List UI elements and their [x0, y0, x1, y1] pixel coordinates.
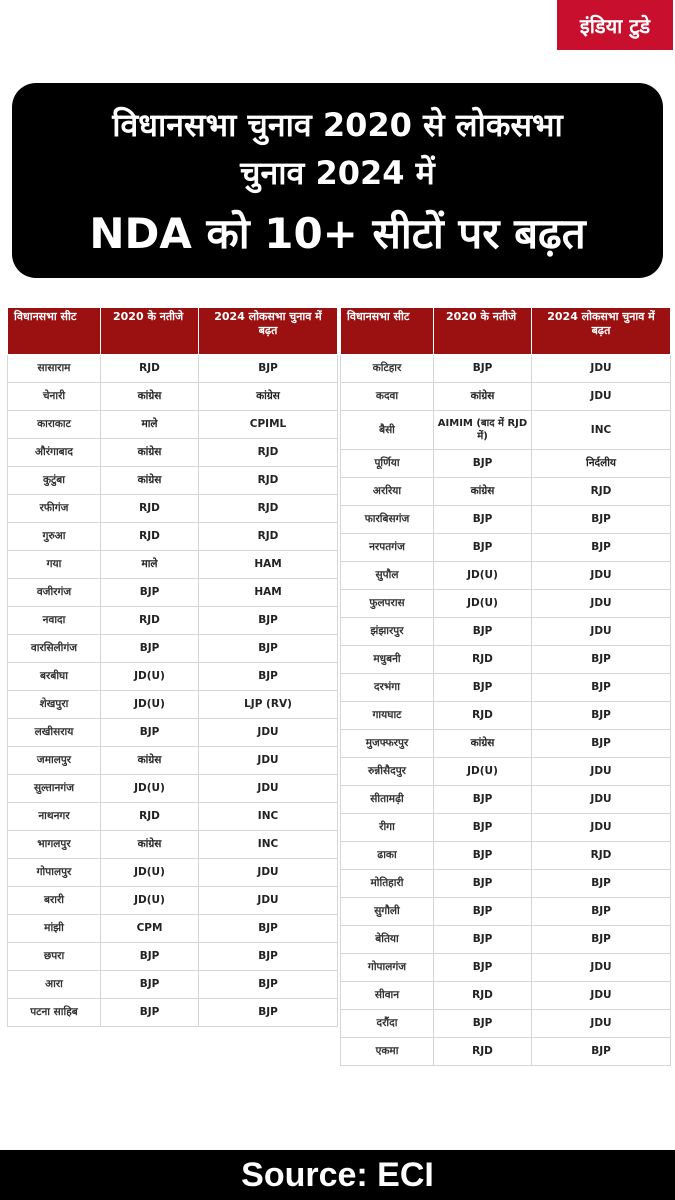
- seat-name-cell: शेखपुरा: [8, 691, 101, 719]
- result-2020-cell: BJP: [434, 1010, 532, 1038]
- result-2020-cell: कांग्रेस: [434, 730, 532, 758]
- lead-2024-cell: JDU: [532, 954, 671, 982]
- lead-2024-cell: JDU: [199, 719, 338, 747]
- result-2020-cell: BJP: [101, 719, 199, 747]
- table-row: [341, 982, 671, 1010]
- lead-2024-cell: RJD: [199, 523, 338, 551]
- table-row: [341, 411, 671, 450]
- lead-2024-cell: BJP: [532, 898, 671, 926]
- lead-2024-cell: JDU: [532, 562, 671, 590]
- lead-2024-cell: BJP: [199, 915, 338, 943]
- seat-name-cell: नवादा: [8, 607, 101, 635]
- lead-2024-cell: JDU: [532, 814, 671, 842]
- table-row: [341, 674, 671, 702]
- lead-2024-cell: RJD: [199, 467, 338, 495]
- table-row: [8, 439, 338, 467]
- source-footer: Source: ECI: [0, 1150, 675, 1200]
- table-row: [8, 719, 338, 747]
- lead-2024-cell: JDU: [532, 786, 671, 814]
- seat-name-cell: दरौंदा: [341, 1010, 434, 1038]
- lead-2024-cell: BJP: [532, 702, 671, 730]
- header-2020-result: 2020 के नतीजे: [434, 308, 532, 355]
- result-2020-cell: JD(U): [101, 775, 199, 803]
- india-today-logo: इंडिया टुडे: [557, 0, 673, 50]
- lead-2024-cell: BJP: [532, 926, 671, 954]
- seat-name-cell: फुलपरास: [341, 590, 434, 618]
- result-2020-cell: JD(U): [101, 887, 199, 915]
- table-header-row: [341, 308, 671, 355]
- table-row: [8, 971, 338, 999]
- result-2020-cell: BJP: [101, 579, 199, 607]
- table-row: [341, 1010, 671, 1038]
- lead-2024-cell: LJP (RV): [199, 691, 338, 719]
- seat-name-cell: कटिहार: [341, 355, 434, 383]
- table-row: [341, 646, 671, 674]
- lead-2024-cell: INC: [199, 831, 338, 859]
- result-2020-cell: AIMIM (बाद में RJD में): [434, 411, 532, 450]
- result-2020-cell: कांग्रेस: [434, 478, 532, 506]
- result-2020-cell: CPM: [101, 915, 199, 943]
- table-row: [341, 1038, 671, 1066]
- seat-name-cell: छपरा: [8, 943, 101, 971]
- seat-name-cell: भागलपुर: [8, 831, 101, 859]
- table-row: [8, 831, 338, 859]
- lead-2024-cell: JDU: [532, 590, 671, 618]
- header-2024-lead: 2024 लोकसभा चुनाव में बढ़त: [199, 308, 338, 355]
- table-row: [341, 450, 671, 478]
- seat-name-cell: गया: [8, 551, 101, 579]
- seat-name-cell: काराकाट: [8, 411, 101, 439]
- lead-2024-cell: RJD: [532, 842, 671, 870]
- header-2020-result: 2020 के नतीजे: [101, 308, 199, 355]
- table-row: [341, 702, 671, 730]
- headline-banner: [12, 83, 663, 278]
- lead-2024-cell: JDU: [532, 618, 671, 646]
- table-row: [341, 954, 671, 982]
- seat-name-cell: सुगौली: [341, 898, 434, 926]
- table-row: [8, 747, 338, 775]
- seats-table-right: [340, 307, 671, 1066]
- result-2020-cell: BJP: [434, 954, 532, 982]
- seat-name-cell: गोपालपुर: [8, 859, 101, 887]
- result-2020-cell: RJD: [434, 1038, 532, 1066]
- lead-2024-cell: JDU: [199, 775, 338, 803]
- result-2020-cell: BJP: [434, 786, 532, 814]
- seat-name-cell: दरभंगा: [341, 674, 434, 702]
- seat-name-cell: बैसी: [341, 411, 434, 450]
- result-2020-cell: कांग्रेस: [101, 831, 199, 859]
- seat-name-cell: रफीगंज: [8, 495, 101, 523]
- table-row: [8, 355, 338, 383]
- seat-name-cell: गायघाट: [341, 702, 434, 730]
- result-2020-cell: BJP: [101, 943, 199, 971]
- result-2020-cell: BJP: [101, 999, 199, 1027]
- result-2020-cell: BJP: [434, 450, 532, 478]
- seat-name-cell: पूर्णिया: [341, 450, 434, 478]
- seat-name-cell: सुपौल: [341, 562, 434, 590]
- result-2020-cell: BJP: [434, 898, 532, 926]
- seat-name-cell: रुन्नीसैदपुर: [341, 758, 434, 786]
- headline-line-3: NDA को 10+ सीटों पर बढ़त: [89, 209, 586, 258]
- lead-2024-cell: CPIML: [199, 411, 338, 439]
- result-2020-cell: BJP: [434, 870, 532, 898]
- lead-2024-cell: BJP: [532, 646, 671, 674]
- table-row: [341, 562, 671, 590]
- lead-2024-cell: JDU: [532, 982, 671, 1010]
- table-row: [8, 803, 338, 831]
- header-assembly-seat: विधानसभा सीट: [341, 308, 434, 355]
- seat-name-cell: सासाराम: [8, 355, 101, 383]
- seat-name-cell: फारबिसगंज: [341, 506, 434, 534]
- result-2020-cell: BJP: [434, 534, 532, 562]
- table-row: [8, 467, 338, 495]
- seat-name-cell: आरा: [8, 971, 101, 999]
- seat-name-cell: बरबीघा: [8, 663, 101, 691]
- result-2020-cell: BJP: [434, 618, 532, 646]
- seat-name-cell: सीतामढ़ी: [341, 786, 434, 814]
- table-row: [8, 411, 338, 439]
- lead-2024-cell: BJP: [532, 730, 671, 758]
- lead-2024-cell: JDU: [532, 383, 671, 411]
- lead-2024-cell: BJP: [199, 355, 338, 383]
- result-2020-cell: RJD: [434, 982, 532, 1010]
- seat-name-cell: पटना साहिब: [8, 999, 101, 1027]
- lead-2024-cell: JDU: [532, 758, 671, 786]
- lead-2024-cell: RJD: [199, 439, 338, 467]
- table-row: [341, 926, 671, 954]
- lead-2024-cell: BJP: [532, 870, 671, 898]
- table-row: [341, 590, 671, 618]
- lead-2024-cell: BJP: [532, 1038, 671, 1066]
- table-row: [341, 383, 671, 411]
- lead-2024-cell: RJD: [532, 478, 671, 506]
- lead-2024-cell: RJD: [199, 495, 338, 523]
- lead-2024-cell: BJP: [199, 663, 338, 691]
- result-2020-cell: RJD: [101, 355, 199, 383]
- seat-name-cell: औरंगाबाद: [8, 439, 101, 467]
- result-2020-cell: JD(U): [434, 758, 532, 786]
- seat-name-cell: एकमा: [341, 1038, 434, 1066]
- table-row: [8, 551, 338, 579]
- header-2024-lead: 2024 लोकसभा चुनाव में बढ़त: [532, 308, 671, 355]
- seat-name-cell: जमालपुर: [8, 747, 101, 775]
- seat-name-cell: झंझारपुर: [341, 618, 434, 646]
- result-2020-cell: JD(U): [434, 562, 532, 590]
- result-2020-cell: RJD: [101, 607, 199, 635]
- lead-2024-cell: JDU: [199, 859, 338, 887]
- result-2020-cell: BJP: [434, 674, 532, 702]
- result-2020-cell: BJP: [434, 926, 532, 954]
- table-row: [8, 691, 338, 719]
- result-2020-cell: BJP: [434, 842, 532, 870]
- lead-2024-cell: JDU: [532, 355, 671, 383]
- lead-2024-cell: HAM: [199, 551, 338, 579]
- table-row: [341, 898, 671, 926]
- result-2020-cell: माले: [101, 551, 199, 579]
- seat-name-cell: अररिया: [341, 478, 434, 506]
- seat-name-cell: मधुबनी: [341, 646, 434, 674]
- result-2020-cell: RJD: [101, 523, 199, 551]
- result-2020-cell: JD(U): [101, 663, 199, 691]
- lead-2024-cell: JDU: [532, 1010, 671, 1038]
- lead-2024-cell: BJP: [199, 635, 338, 663]
- lead-2024-cell: BJP: [532, 534, 671, 562]
- result-2020-cell: BJP: [101, 971, 199, 999]
- table-row: [341, 355, 671, 383]
- table-row: [8, 887, 338, 915]
- seat-name-cell: लखीसराय: [8, 719, 101, 747]
- result-2020-cell: JD(U): [434, 590, 532, 618]
- seat-name-cell: चेनारी: [8, 383, 101, 411]
- table-row: [341, 618, 671, 646]
- table-row: [8, 943, 338, 971]
- table-row: [8, 495, 338, 523]
- lead-2024-cell: JDU: [199, 887, 338, 915]
- result-2020-cell: कांग्रेस: [101, 467, 199, 495]
- table-row: [341, 506, 671, 534]
- seat-name-cell: सीवान: [341, 982, 434, 1010]
- result-2020-cell: BJP: [434, 506, 532, 534]
- seats-table-left: [7, 307, 338, 1027]
- seat-name-cell: बेतिया: [341, 926, 434, 954]
- seat-name-cell: मांझी: [8, 915, 101, 943]
- result-2020-cell: कांग्रेस: [101, 383, 199, 411]
- table-row: [8, 579, 338, 607]
- result-2020-cell: RJD: [101, 495, 199, 523]
- seat-name-cell: कदवा: [341, 383, 434, 411]
- result-2020-cell: JD(U): [101, 691, 199, 719]
- result-2020-cell: कांग्रेस: [101, 747, 199, 775]
- lead-2024-cell: BJP: [199, 971, 338, 999]
- seat-name-cell: मोतिहारी: [341, 870, 434, 898]
- lead-2024-cell: BJP: [532, 674, 671, 702]
- seat-name-cell: बरारी: [8, 887, 101, 915]
- table-row: [341, 870, 671, 898]
- table-row: [8, 859, 338, 887]
- seat-name-cell: वारसिलीगंज: [8, 635, 101, 663]
- seat-name-cell: मुजफ्फरपुर: [341, 730, 434, 758]
- lead-2024-cell: BJP: [532, 506, 671, 534]
- lead-2024-cell: कांग्रेस: [199, 383, 338, 411]
- table-row: [8, 999, 338, 1027]
- table-row: [341, 534, 671, 562]
- seat-name-cell: कुटुंबा: [8, 467, 101, 495]
- table-row: [8, 775, 338, 803]
- table-header-row: [8, 308, 338, 355]
- table-row: [341, 478, 671, 506]
- lead-2024-cell: BJP: [199, 943, 338, 971]
- seat-name-cell: गोपालगंज: [341, 954, 434, 982]
- header-assembly-seat: विधानसभा सीट: [8, 308, 101, 355]
- result-2020-cell: RJD: [101, 803, 199, 831]
- lead-2024-cell: BJP: [199, 999, 338, 1027]
- result-2020-cell: BJP: [434, 814, 532, 842]
- result-2020-cell: JD(U): [101, 859, 199, 887]
- table-row: [8, 635, 338, 663]
- result-2020-cell: कांग्रेस: [101, 439, 199, 467]
- result-2020-cell: कांग्रेस: [434, 383, 532, 411]
- result-2020-cell: BJP: [101, 635, 199, 663]
- seat-name-cell: नाथनगर: [8, 803, 101, 831]
- seat-name-cell: रीगा: [341, 814, 434, 842]
- headline-line-2: चुनाव 2024 में: [240, 154, 435, 192]
- table-row: [341, 786, 671, 814]
- lead-2024-cell: HAM: [199, 579, 338, 607]
- seat-name-cell: सुल्तानगंज: [8, 775, 101, 803]
- table-row: [8, 915, 338, 943]
- seat-name-cell: वजीरगंज: [8, 579, 101, 607]
- lead-2024-cell: BJP: [199, 607, 338, 635]
- seat-name-cell: ढाका: [341, 842, 434, 870]
- table-row: [8, 523, 338, 551]
- lead-2024-cell: INC: [199, 803, 338, 831]
- lead-2024-cell: JDU: [199, 747, 338, 775]
- seat-name-cell: नरपतगंज: [341, 534, 434, 562]
- result-2020-cell: RJD: [434, 646, 532, 674]
- table-row: [341, 758, 671, 786]
- table-row: [8, 607, 338, 635]
- table-row: [8, 383, 338, 411]
- lead-2024-cell: INC: [532, 411, 671, 450]
- result-2020-cell: माले: [101, 411, 199, 439]
- table-row: [8, 663, 338, 691]
- headline-line-1: विधानसभा चुनाव 2020 से लोकसभा: [112, 106, 563, 144]
- seat-name-cell: गुरुआ: [8, 523, 101, 551]
- result-2020-cell: RJD: [434, 702, 532, 730]
- table-row: [341, 842, 671, 870]
- table-row: [341, 814, 671, 842]
- result-2020-cell: BJP: [434, 355, 532, 383]
- lead-2024-cell: निर्दलीय: [532, 450, 671, 478]
- table-row: [341, 730, 671, 758]
